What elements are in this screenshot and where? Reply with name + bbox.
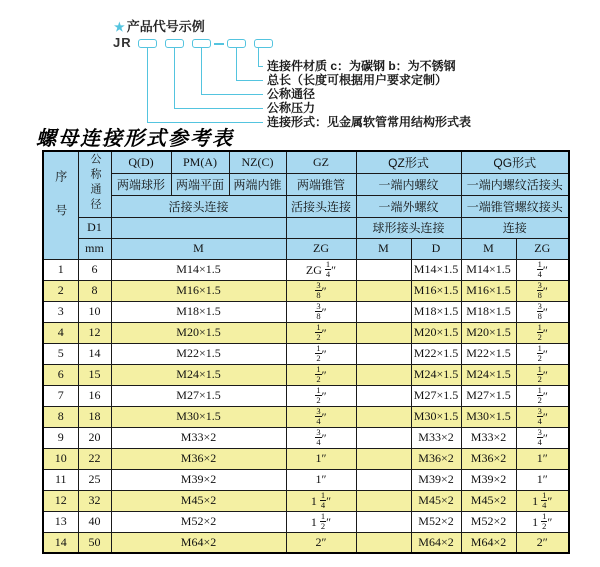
cell-qg-zg: $\frac{1}{4}$ ″ bbox=[516, 259, 569, 280]
code-prefix: JR bbox=[113, 35, 132, 50]
header-gz-desc: 两端锥管 bbox=[286, 173, 356, 195]
table-header bbox=[43, 151, 569, 259]
leader-line-2h bbox=[174, 108, 263, 109]
cell-qz-m bbox=[356, 406, 411, 427]
cell-m-thread: M30×1.5 bbox=[111, 406, 286, 427]
cell-qg-m: M52×2 bbox=[461, 511, 516, 532]
header-qg-zg: ZG bbox=[516, 238, 569, 259]
cell-qg-m: M22×1.5 bbox=[461, 343, 516, 364]
table-row bbox=[43, 343, 569, 364]
header-qg: QG形式 bbox=[461, 151, 569, 173]
cell-m-thread: M39×2 bbox=[111, 469, 286, 490]
table-row bbox=[43, 322, 569, 343]
header-q-desc: 两端球形 bbox=[111, 173, 171, 195]
cell-qz-d: M16×1.5 bbox=[411, 280, 461, 301]
annotation-connection: 连接形式：见金属软管常用结构形式表 bbox=[267, 115, 472, 129]
header-serial: 序号 bbox=[43, 151, 78, 259]
cell-serial: 12 bbox=[43, 490, 78, 511]
table-body bbox=[43, 259, 569, 553]
annotation-pressure: 公称压力 bbox=[267, 101, 316, 115]
cell-qz-d: M52×2 bbox=[411, 511, 461, 532]
header-qz-desc2: 一端外螺纹 bbox=[356, 195, 461, 217]
cell-qg-m: M24×1.5 bbox=[461, 364, 516, 385]
cell-gz-zg: 1 $\frac{1}{4}$ ″ bbox=[286, 490, 356, 511]
header-m-main: M bbox=[111, 238, 286, 259]
cell-qz-m bbox=[356, 259, 411, 280]
cell-qz-m bbox=[356, 364, 411, 385]
table-row bbox=[43, 469, 569, 490]
cell-dn: 40 bbox=[78, 511, 111, 532]
diagram-heading-text: 产品代号示例 bbox=[126, 19, 205, 34]
header-zg-gz: ZG bbox=[286, 238, 356, 259]
leader-line-2 bbox=[174, 48, 175, 108]
header-pm: PM(A) bbox=[171, 151, 229, 173]
cell-m-thread: M16×1.5 bbox=[111, 280, 286, 301]
header-qz-desc1: 一端内螺纹 bbox=[356, 173, 461, 195]
header-union-connection: 活接头连接 bbox=[111, 195, 286, 217]
cell-m-thread: M45×2 bbox=[111, 490, 286, 511]
cell-qg-m: M39×2 bbox=[461, 469, 516, 490]
cell-qz-d: M22×1.5 bbox=[411, 343, 461, 364]
cell-qz-d: M18×1.5 bbox=[411, 301, 461, 322]
table-row bbox=[43, 301, 569, 322]
cell-serial: 4 bbox=[43, 322, 78, 343]
cell-serial: 7 bbox=[43, 385, 78, 406]
header-d1: D1 bbox=[78, 217, 111, 238]
cell-qz-m bbox=[356, 532, 411, 553]
cell-gz-zg: $\frac{3}{8}$ ″ bbox=[286, 301, 356, 322]
cell-qz-d: M24×1.5 bbox=[411, 364, 461, 385]
table-row bbox=[43, 448, 569, 469]
annotation-length: 总长（长度可根据用户要求定制） bbox=[267, 73, 448, 87]
header-qz-m: M bbox=[356, 238, 411, 259]
cell-qg-zg: 2″ bbox=[516, 532, 569, 553]
header-gz-connection: 活接头连接 bbox=[286, 195, 356, 217]
cell-serial: 9 bbox=[43, 427, 78, 448]
cell-qz-d: M64×2 bbox=[411, 532, 461, 553]
leader-line-3h bbox=[201, 94, 263, 95]
table-row bbox=[43, 259, 569, 280]
cell-gz-zg: $\frac{3}{8}$ ″ bbox=[286, 280, 356, 301]
cell-qg-m: M18×1.5 bbox=[461, 301, 516, 322]
leader-line-4 bbox=[236, 48, 237, 80]
cell-dn: 22 bbox=[78, 448, 111, 469]
cell-qg-zg: 1″ bbox=[516, 448, 569, 469]
cell-qg-zg: 1 $\frac{1}{4}$ ″ bbox=[516, 490, 569, 511]
cell-qg-m: M30×1.5 bbox=[461, 406, 516, 427]
table-row bbox=[43, 385, 569, 406]
cell-qg-zg: $\frac{3}{8}$ ″ bbox=[516, 301, 569, 322]
cell-qz-m bbox=[356, 490, 411, 511]
cell-gz-zg: $\frac{1}{2}$ ″ bbox=[286, 343, 356, 364]
cell-gz-zg: $\frac{3}{4}$ ″ bbox=[286, 406, 356, 427]
cell-qz-d: M39×2 bbox=[411, 469, 461, 490]
star-icon: ★ bbox=[114, 20, 125, 34]
cell-qz-d: M20×1.5 bbox=[411, 322, 461, 343]
cell-gz-zg: ZG $\frac{1}{4}$ ″ bbox=[286, 259, 356, 280]
nut-connection-table bbox=[42, 150, 570, 554]
header-qg-desc1: 一端内螺纹活接头 bbox=[461, 173, 569, 195]
table-row bbox=[43, 427, 569, 448]
leader-line-4h bbox=[236, 80, 263, 81]
header-empty-gz bbox=[286, 217, 356, 238]
cell-serial: 14 bbox=[43, 532, 78, 553]
cell-gz-zg: $\frac{1}{2}$ ″ bbox=[286, 364, 356, 385]
cell-qz-d: M30×1.5 bbox=[411, 406, 461, 427]
cell-qg-zg: $\frac{1}{2}$ ″ bbox=[516, 385, 569, 406]
cell-qg-zg: 1 $\frac{1}{2}$ ″ bbox=[516, 511, 569, 532]
cell-qz-m bbox=[356, 511, 411, 532]
cell-qz-m bbox=[356, 427, 411, 448]
cell-serial: 1 bbox=[43, 259, 78, 280]
cell-qg-m: M16×1.5 bbox=[461, 280, 516, 301]
cell-m-thread: M14×1.5 bbox=[111, 259, 286, 280]
cell-dn: 25 bbox=[78, 469, 111, 490]
cell-dn: 8 bbox=[78, 280, 111, 301]
code-box-4 bbox=[227, 39, 246, 48]
table-row bbox=[43, 364, 569, 385]
cell-qg-m: M33×2 bbox=[461, 427, 516, 448]
cell-serial: 2 bbox=[43, 280, 78, 301]
cell-serial: 6 bbox=[43, 364, 78, 385]
cell-qg-zg: $\frac{3}{8}$ ″ bbox=[516, 280, 569, 301]
cell-qz-d: M45×2 bbox=[411, 490, 461, 511]
header-nz: NZ(C) bbox=[229, 151, 286, 173]
cell-gz-zg: $\frac{1}{2}$ ″ bbox=[286, 385, 356, 406]
cell-qz-m bbox=[356, 343, 411, 364]
header-qz-d: D bbox=[411, 238, 461, 259]
leader-line-1 bbox=[147, 48, 148, 122]
cell-m-thread: M24×1.5 bbox=[111, 364, 286, 385]
cell-qg-zg: $\frac{1}{2}$ ″ bbox=[516, 364, 569, 385]
table-row bbox=[43, 406, 569, 427]
cell-dn: 14 bbox=[78, 343, 111, 364]
cell-qg-zg: 1″ bbox=[516, 469, 569, 490]
cell-dn: 16 bbox=[78, 385, 111, 406]
leader-line-5h bbox=[258, 66, 263, 67]
header-empty-m bbox=[111, 217, 286, 238]
cell-m-thread: M64×2 bbox=[111, 532, 286, 553]
cell-qz-d: M36×2 bbox=[411, 448, 461, 469]
cell-gz-zg: 1″ bbox=[286, 448, 356, 469]
cell-dn: 6 bbox=[78, 259, 111, 280]
code-box-5 bbox=[254, 39, 273, 48]
table-row bbox=[43, 280, 569, 301]
cell-m-thread: M36×2 bbox=[111, 448, 286, 469]
code-dash bbox=[214, 43, 224, 45]
cell-m-thread: M27×1.5 bbox=[111, 385, 286, 406]
cell-serial: 8 bbox=[43, 406, 78, 427]
cell-qz-d: M27×1.5 bbox=[411, 385, 461, 406]
code-box-1 bbox=[138, 39, 157, 48]
table-row bbox=[43, 490, 569, 511]
cell-dn: 20 bbox=[78, 427, 111, 448]
cell-m-thread: M18×1.5 bbox=[111, 301, 286, 322]
cell-qz-d: M33×2 bbox=[411, 427, 461, 448]
cell-qz-m bbox=[356, 385, 411, 406]
cell-qg-m: M64×2 bbox=[461, 532, 516, 553]
cell-gz-zg: 1 $\frac{1}{2}$ ″ bbox=[286, 511, 356, 532]
diagram-heading bbox=[114, 16, 205, 35]
cell-dn: 50 bbox=[78, 532, 111, 553]
cell-qg-m: M45×2 bbox=[461, 490, 516, 511]
code-box-2 bbox=[165, 39, 184, 48]
cell-qz-m bbox=[356, 280, 411, 301]
header-nz-desc: 两端内锥 bbox=[229, 173, 286, 195]
header-pm-desc: 两端平面 bbox=[171, 173, 229, 195]
leader-line-3 bbox=[201, 48, 202, 94]
cell-gz-zg: $\frac{1}{2}$ ″ bbox=[286, 322, 356, 343]
cell-qz-d: M14×1.5 bbox=[411, 259, 461, 280]
cell-m-thread: M20×1.5 bbox=[111, 322, 286, 343]
cell-qz-m bbox=[356, 469, 411, 490]
leader-line-5 bbox=[258, 48, 259, 66]
header-dn: 公称通径 bbox=[78, 151, 111, 217]
cell-qg-zg: $\frac{1}{2}$ ″ bbox=[516, 322, 569, 343]
cell-dn: 10 bbox=[78, 301, 111, 322]
cell-qz-m bbox=[356, 301, 411, 322]
cell-serial: 5 bbox=[43, 343, 78, 364]
table-title: 螺母连接形式参考表 bbox=[36, 126, 234, 150]
cell-dn: 32 bbox=[78, 490, 111, 511]
cell-qg-m: M20×1.5 bbox=[461, 322, 516, 343]
cell-serial: 11 bbox=[43, 469, 78, 490]
cell-m-thread: M22×1.5 bbox=[111, 343, 286, 364]
cell-serial: 3 bbox=[43, 301, 78, 322]
cell-gz-zg: $\frac{3}{4}$ ″ bbox=[286, 427, 356, 448]
header-gz: GZ bbox=[286, 151, 356, 173]
annotation-diameter: 公称通径 bbox=[267, 87, 316, 101]
cell-qg-m: M14×1.5 bbox=[461, 259, 516, 280]
header-q: Q(D) bbox=[111, 151, 171, 173]
cell-qg-m: M27×1.5 bbox=[461, 385, 516, 406]
cell-qg-zg: $\frac{3}{4}$ ″ bbox=[516, 406, 569, 427]
header-qz-desc3: 球形接头连接 bbox=[356, 217, 461, 238]
header-qg-desc3: 连接 bbox=[461, 217, 569, 238]
table-row bbox=[43, 532, 569, 553]
annotation-material: 连接件材质 c：为碳钢 b：为不锈钢 bbox=[267, 59, 456, 73]
code-box-3 bbox=[192, 39, 211, 48]
cell-qz-m bbox=[356, 322, 411, 343]
cell-gz-zg: 2″ bbox=[286, 532, 356, 553]
cell-dn: 15 bbox=[78, 364, 111, 385]
cell-gz-zg: 1″ bbox=[286, 469, 356, 490]
cell-qg-zg: $\frac{3}{4}$ ″ bbox=[516, 427, 569, 448]
cell-serial: 10 bbox=[43, 448, 78, 469]
cell-dn: 18 bbox=[78, 406, 111, 427]
cell-qg-zg: $\frac{1}{2}$ ″ bbox=[516, 343, 569, 364]
cell-serial: 13 bbox=[43, 511, 78, 532]
cell-m-thread: M33×2 bbox=[111, 427, 286, 448]
cell-qz-m bbox=[356, 448, 411, 469]
header-qg-desc2: 一端锥管螺纹接头 bbox=[461, 195, 569, 217]
cell-qg-m: M36×2 bbox=[461, 448, 516, 469]
table-row bbox=[43, 511, 569, 532]
cell-dn: 12 bbox=[78, 322, 111, 343]
header-qz: QZ形式 bbox=[356, 151, 461, 173]
header-mm: mm bbox=[78, 238, 111, 259]
cell-m-thread: M52×2 bbox=[111, 511, 286, 532]
header-qg-m: M bbox=[461, 238, 516, 259]
